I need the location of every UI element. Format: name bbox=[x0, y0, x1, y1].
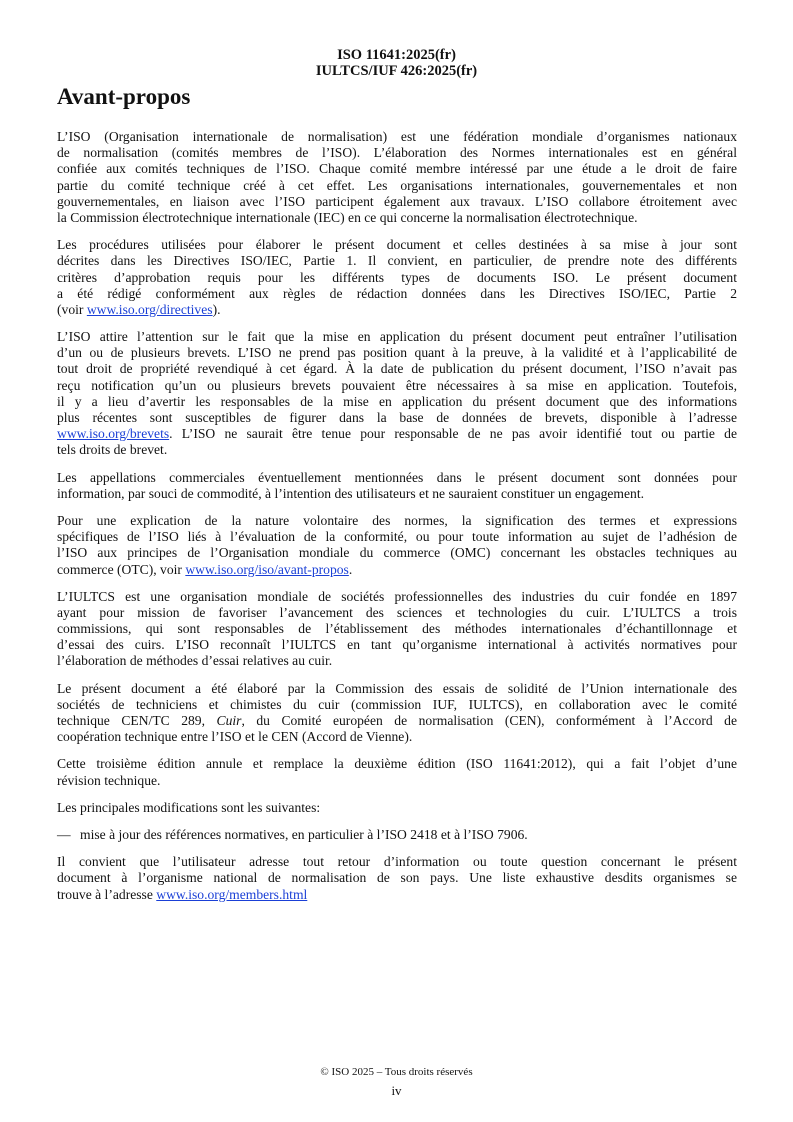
text-segment: d’un ou de plusieurs brevets. L’ISO ne prend pas position quant à la preuve, à la validité et à l’applicabilité de bbox=[57, 345, 737, 361]
text-line bbox=[57, 210, 737, 226]
text-segment: Les procédures utilisées pour élaborer le présent document et celles destinées à sa mise à jour sont bbox=[57, 237, 737, 253]
paragraph bbox=[57, 329, 737, 459]
text-segment: commerce (OTC), voir bbox=[57, 561, 186, 577]
text-segment: technique CEN/TC 289, bbox=[57, 713, 217, 728]
paragraph bbox=[57, 589, 737, 670]
text-line bbox=[57, 270, 737, 286]
paragraph bbox=[57, 800, 737, 816]
text-segment: ayant pour mission de favoriser l’avancement des sciences et technologies du cuir. L’IULTCS a trois bbox=[57, 604, 737, 620]
text-segment: Pour une explication de la nature volontaire des normes, la signification des termes et expressions bbox=[57, 512, 737, 528]
text-line bbox=[57, 621, 737, 637]
text-segment: spécifiques de l’ISO liés à l’évaluation de la conformité, ou pour toute information au sujet de l’adhésion de bbox=[57, 529, 737, 545]
text-line bbox=[57, 486, 737, 502]
text-segment: L’IULTCS est une organisation mondiale de sociétés professionnelles des industries du cuir fondée en 1897 bbox=[57, 588, 737, 604]
text-segment: d’essai des cuirs. L’ISO reconnaît l’IULTCS en tant qu’organisme international à activités normatives pour bbox=[57, 637, 737, 653]
text-line bbox=[57, 729, 737, 745]
text-segment: Les appellations commerciales éventuellement mentionnées dans le présent document sont données pour bbox=[57, 469, 737, 485]
text-line bbox=[57, 442, 737, 458]
text-line bbox=[57, 161, 737, 177]
text-segment: la Commission électrotechnique internationale (IEC) en ce qui concerne la normalisation électrotechnique. bbox=[57, 209, 638, 225]
text-segment: Les principales modifications sont les suivantes: bbox=[57, 799, 321, 815]
closing-paragraph bbox=[57, 854, 737, 903]
document-number: ISO 11641:2025(fr) bbox=[337, 47, 456, 63]
text-line bbox=[57, 713, 737, 729]
text-line bbox=[57, 887, 737, 903]
dash-bullet: — bbox=[57, 826, 71, 842]
text-line bbox=[57, 870, 737, 886]
text-line bbox=[57, 529, 737, 545]
italic-term: Cuir bbox=[216, 713, 242, 728]
text-line bbox=[57, 361, 737, 377]
text-segment: tout droit de propriété revendiqué à cet égard. À la date de publication du présent document, l’ISO n’avait pas bbox=[57, 361, 737, 377]
text-line bbox=[57, 145, 737, 161]
text-segment: l’élaboration de méthodes d’essai relatives au cuir. bbox=[57, 653, 333, 669]
text-line bbox=[57, 470, 737, 486]
text-segment: il y a lieu d’avertir les responsables de la mise en application du présent document que des informations bbox=[57, 393, 737, 409]
text-line bbox=[57, 345, 737, 361]
text-line bbox=[57, 681, 737, 697]
text-segment: gouvernementales, en liaison avec l’ISO participent également aux travaux. L’ISO collabore étroitement avec bbox=[57, 193, 737, 209]
text-line bbox=[57, 253, 737, 269]
text-segment: a été rédigé conformément aux règles de rédaction données dans les Directives ISO/IEC, Partie 2 bbox=[57, 285, 737, 301]
text-segment: confiée aux comités techniques de l’ISO. Chaque comité membre intéressé par une étude a le droit de faire bbox=[57, 161, 737, 177]
text-line bbox=[57, 589, 737, 605]
text-line bbox=[57, 329, 737, 345]
paragraph bbox=[57, 237, 737, 318]
text-line bbox=[57, 410, 737, 426]
paragraph bbox=[57, 681, 737, 746]
text-segment: Le présent document a été élaboré par la Commission des essais de solidité de l’Union internationale des bbox=[57, 680, 737, 696]
text-segment: révision technique. bbox=[57, 772, 161, 788]
foreword-body bbox=[57, 129, 737, 903]
text-line bbox=[57, 637, 737, 653]
list-item-text: mise à jour des références normatives, en particulier à l’ISO 2418 et à l’ISO 7906. bbox=[80, 826, 528, 842]
text-line bbox=[57, 426, 737, 442]
text-line bbox=[57, 605, 737, 621]
text-segment: coopération technique entre l’ISO et le CEN (Accord de Vienne). bbox=[57, 729, 413, 745]
text-segment: . bbox=[348, 561, 353, 577]
hyperlink[interactable]: www.iso.org/directives bbox=[86, 301, 213, 317]
text-segment: tels droits de brevet. bbox=[57, 442, 168, 458]
text-segment: (voir bbox=[57, 301, 87, 317]
text-segment: ). bbox=[212, 301, 221, 317]
paragraph bbox=[57, 129, 737, 226]
text-line bbox=[57, 378, 737, 394]
text-segment: critères d’approbation requis pour les différents types de documents ISO. Le présent document bbox=[57, 269, 737, 285]
list-item bbox=[57, 827, 737, 843]
text-line bbox=[57, 129, 737, 145]
text-segment: , du Comité européen de normalisation (CEN), conformément à l’Accord de bbox=[241, 713, 737, 728]
copyright-footer: © ISO 2025 – Tous droits réservés bbox=[320, 1066, 473, 1078]
text-line bbox=[57, 513, 737, 529]
text-segment: . L’ISO ne saurait être tenue pour responsable de ne pas avoir identifié tout ou partie de bbox=[169, 426, 737, 442]
text-segment: commissions, qui sont responsables de l’établissement des méthodes internationales d’échantillonnage et bbox=[57, 621, 737, 637]
paragraph bbox=[57, 470, 737, 502]
text-segment: sociétés de techniciens et chimistes du cuir (commission IUF, IULTCS), en collaboration avec le comité bbox=[57, 696, 737, 712]
text-segment: document à l’organisme national de normalisation de son pays. Une liste exhaustive desdits organismes se bbox=[57, 870, 737, 886]
text-line bbox=[57, 800, 737, 816]
text-line bbox=[57, 854, 737, 870]
text-segment: partie du comité technique créé à cet effet. Les organisations internationales, gouvernementales et non bbox=[57, 177, 737, 193]
paragraph bbox=[57, 756, 737, 788]
text-line bbox=[57, 194, 737, 210]
text-segment: reçu notification qu’un ou plusieurs brevets pouvaient être nécessaires à sa mise en application. Toutefois, bbox=[57, 377, 737, 393]
hyperlink[interactable]: www.iso.org/brevets bbox=[57, 426, 170, 442]
text-segment: l’ISO aux principes de l’Organisation mondiale du commerce (OMC) concernant les obstacles techniques au bbox=[57, 545, 737, 561]
text-line bbox=[57, 653, 737, 669]
paragraph bbox=[57, 513, 737, 578]
text-line bbox=[57, 286, 737, 302]
page-title: Avant-propos bbox=[57, 84, 191, 109]
text-segment: L’ISO attire l’attention sur le fait que la mise en application du présent document peut entraîner l’utilisation bbox=[57, 329, 737, 345]
text-line bbox=[57, 237, 737, 253]
text-segment: de normalisation (comités membres de l’ISO). L’élaboration des Normes internationales est en général bbox=[57, 145, 737, 161]
text-segment: Cette troisième édition annule et remplace la deuxième édition (ISO 11641:2012), qui a fait l’objet d’une bbox=[57, 756, 737, 772]
document-number-iultcs: IULTCS/IUF 426:2025(fr) bbox=[315, 63, 478, 79]
text-line bbox=[57, 756, 737, 772]
text-segment: Il convient que l’utilisateur adresse tout retour d’information ou toute question concernant le présent bbox=[57, 854, 737, 870]
text-line bbox=[57, 773, 737, 789]
text-line bbox=[57, 697, 737, 713]
page-number: iv bbox=[391, 1083, 402, 1098]
text-line bbox=[57, 302, 737, 318]
text-segment: L’ISO (Organisation internationale de normalisation) est une fédération mondiale d’organismes nationaux bbox=[57, 129, 737, 144]
text-line bbox=[57, 545, 737, 561]
text-line bbox=[57, 178, 737, 194]
hyperlink[interactable]: www.iso.org/members.html bbox=[156, 886, 308, 902]
text-segment: décrites dans les Directives ISO/IEC, Partie 1. Il convient, en particulier, de prendre note des différents bbox=[57, 253, 737, 269]
text-line bbox=[57, 394, 737, 410]
text-segment: trouve à l’adresse bbox=[57, 886, 157, 902]
paragraphs bbox=[57, 129, 737, 816]
text-line bbox=[57, 562, 737, 578]
text-segment: plus récentes sont susceptibles de figurer dans la base de données de brevets, disponible à l’adresse bbox=[57, 410, 737, 425]
hyperlink[interactable]: www.iso.org/iso/avant-propos bbox=[185, 561, 349, 577]
text-segment: information, par souci de commodité, à l’intention des utilisateurs et ne sauraient constituer un engagement. bbox=[57, 485, 645, 501]
